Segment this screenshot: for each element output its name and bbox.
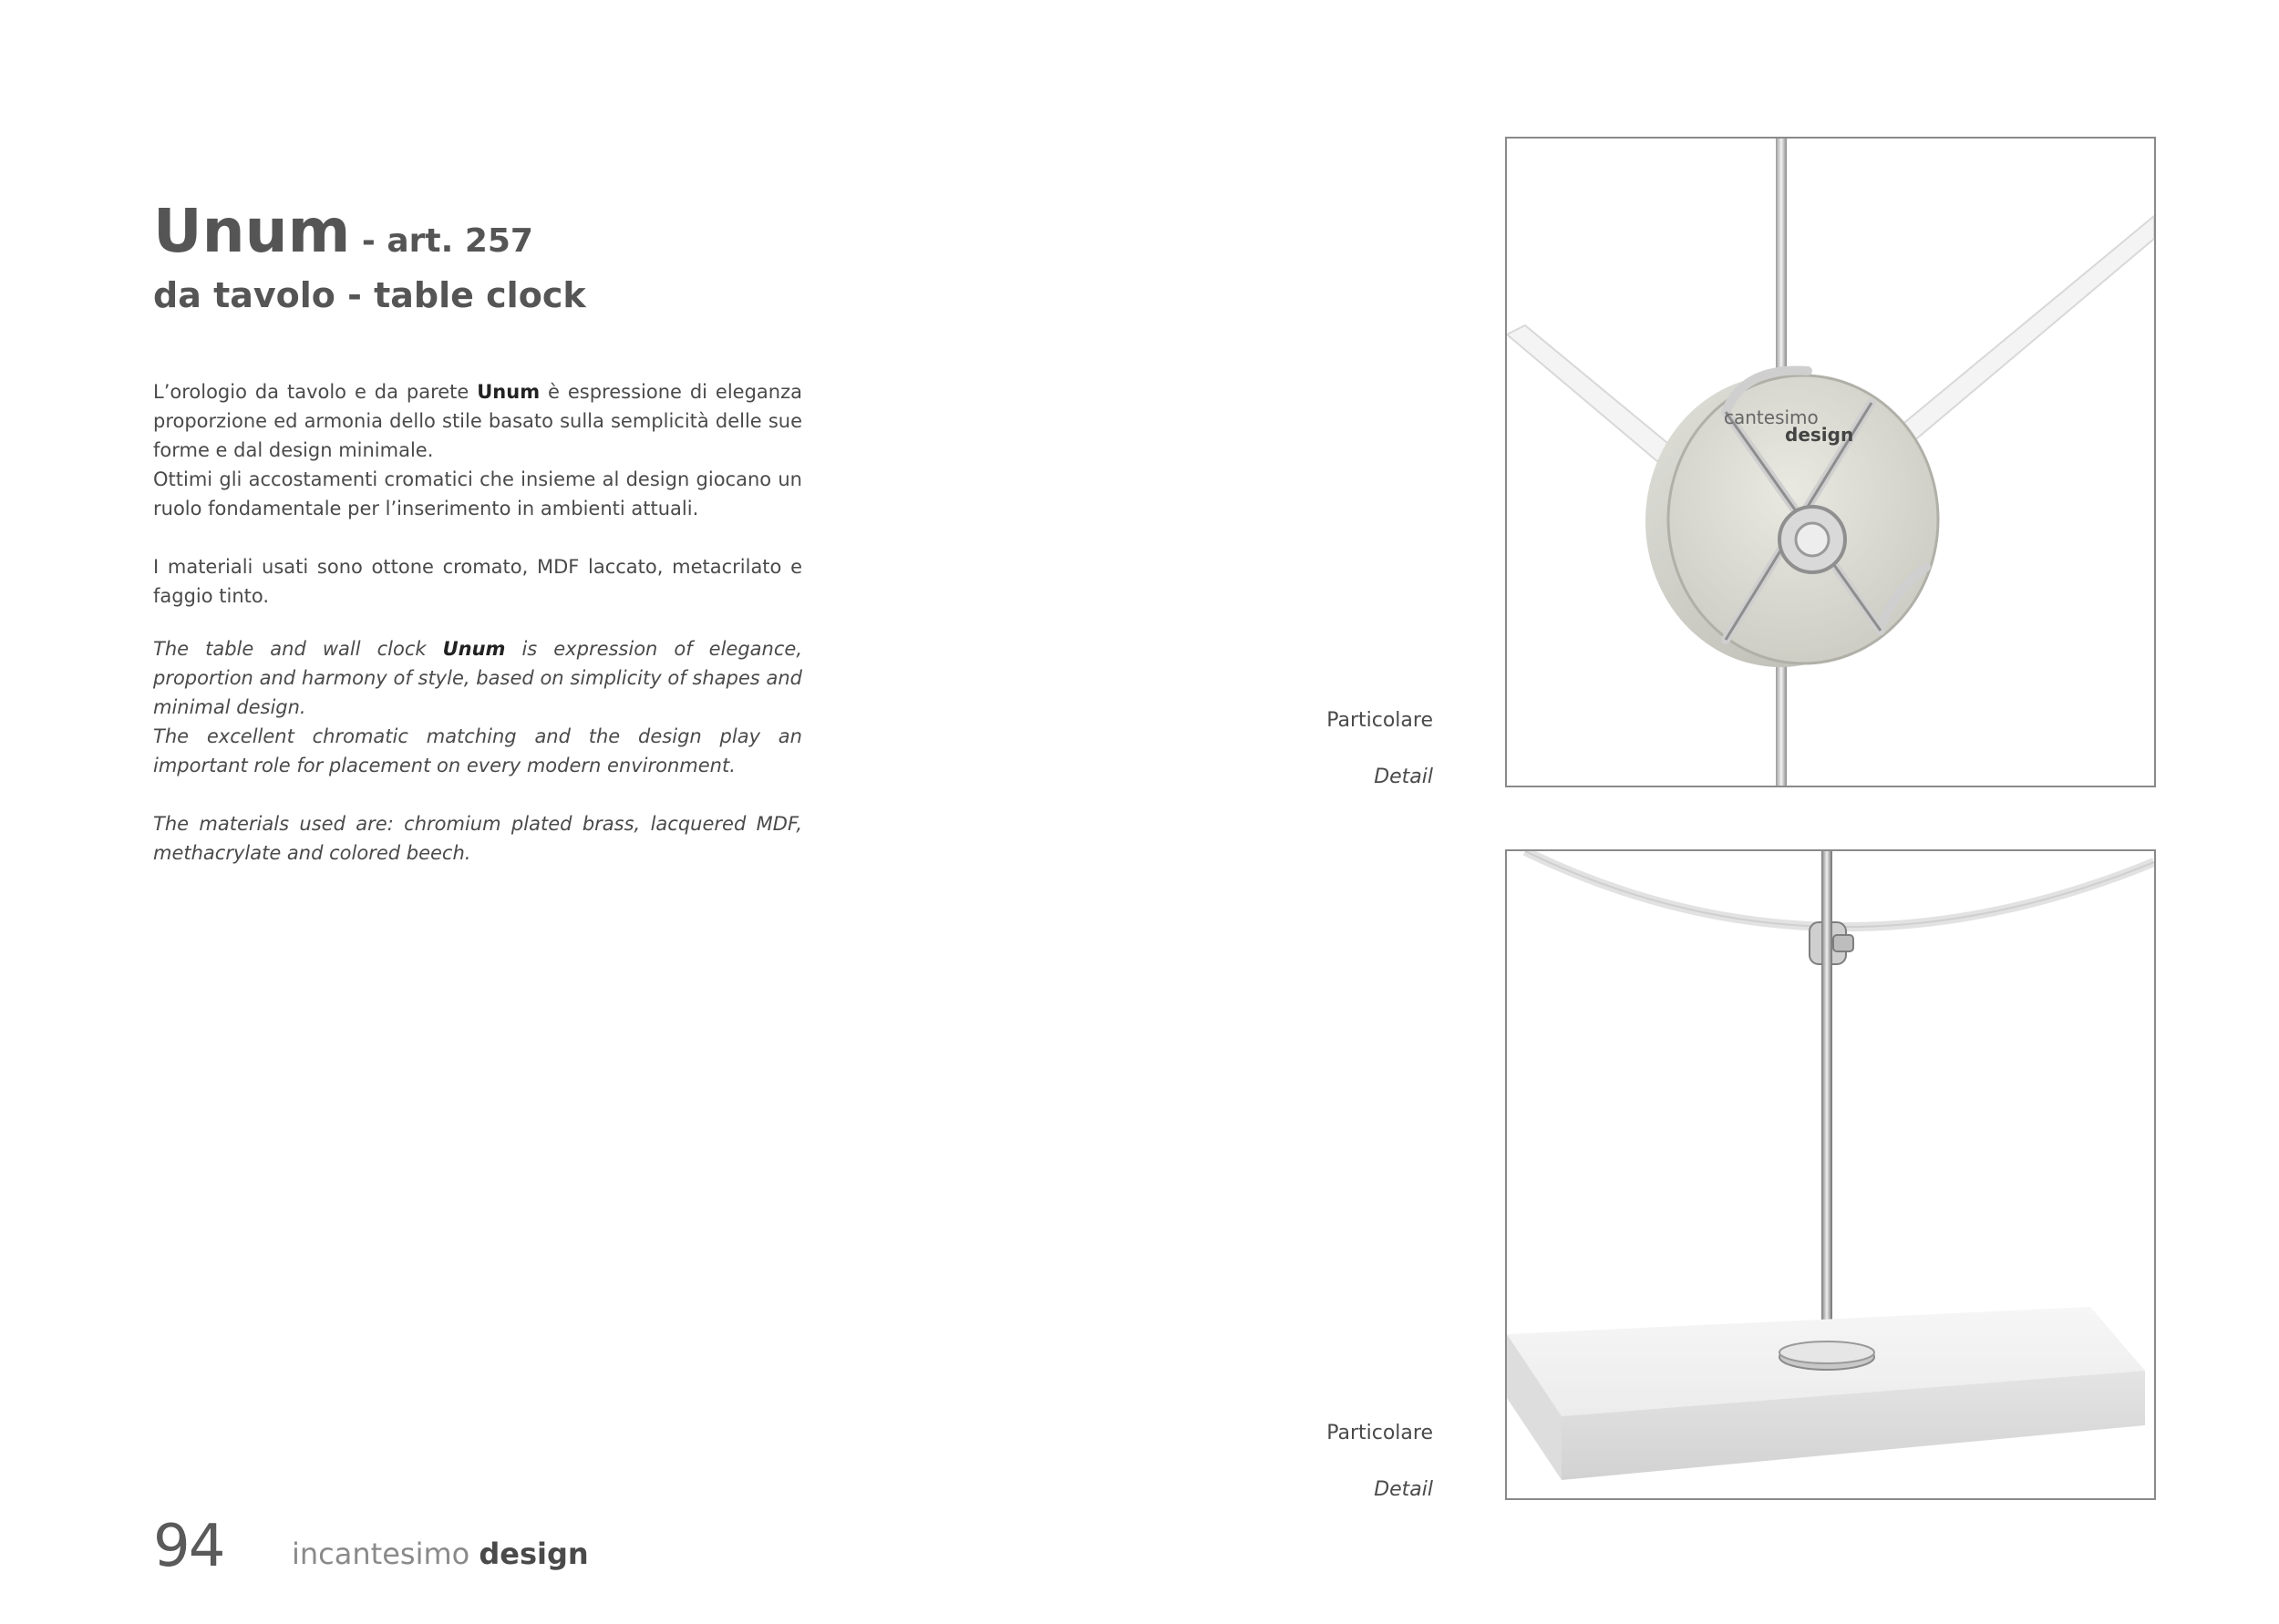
face-logo-bold: design bbox=[1785, 424, 1854, 446]
english-product-name: Unum bbox=[442, 638, 506, 660]
page-title bbox=[153, 196, 586, 274]
italian-description bbox=[153, 377, 802, 611]
italian-product-name: Unum bbox=[477, 381, 541, 403]
italian-text: è espressione di eleganza proporzione ed armonia dello stile basato sulla semplicità delle sue forme e dal design minimale. bbox=[153, 381, 802, 461]
footer-brand-bold: design bbox=[479, 1537, 589, 1571]
base-detail-photo bbox=[1505, 849, 2156, 1500]
italian-text: Ottimi gli accostamenti cromatici che insieme al design giocano un ruolo fondamentale per l’inserimento in ambienti attuali. bbox=[153, 468, 802, 519]
english-text: The table and wall clock bbox=[153, 638, 443, 660]
photo-1-caption-it: Particolare bbox=[1326, 709, 1433, 732]
english-paragraph-2: The materials used are: chromium plated brass, lacquered MDF, methacrylate and colored beech. bbox=[153, 813, 802, 864]
page-subtitle: da tavolo - table clock bbox=[153, 275, 586, 315]
title-block bbox=[153, 196, 586, 316]
product-name: Unum bbox=[153, 196, 351, 266]
article-number: - art. 257 bbox=[350, 222, 533, 260]
clock-detail-illustration bbox=[1507, 139, 2154, 786]
italian-text: L’orologio da tavolo e da parete bbox=[153, 381, 478, 403]
face-logo-light: cantesimo bbox=[1724, 406, 1819, 428]
english-text: is expression of elegance, proportion and harmony of style, based on simplicity of shapes and minimal design. bbox=[153, 638, 802, 718]
base-detail-illustration bbox=[1507, 851, 2154, 1498]
photo-1-caption-en: Detail bbox=[1374, 766, 1433, 788]
english-description bbox=[153, 634, 802, 868]
italian-paragraph-1 bbox=[153, 377, 802, 523]
page-number: 94 bbox=[153, 1513, 224, 1580]
footer-brand bbox=[292, 1537, 589, 1571]
photo-2-caption-en: Detail bbox=[1374, 1478, 1433, 1501]
italian-paragraph-2: I materiali usati sono ottone cromato, MDF laccato, metacrilato e faggio tinto. bbox=[153, 556, 802, 607]
clock-detail-photo bbox=[1505, 137, 2156, 787]
photo-2-caption-it: Particolare bbox=[1326, 1422, 1433, 1444]
footer-brand-light: incantesimo bbox=[292, 1537, 480, 1571]
english-paragraph-1 bbox=[153, 634, 802, 780]
english-text: The excellent chromatic matching and the design play an important role for placement on every modern environment. bbox=[153, 725, 802, 776]
